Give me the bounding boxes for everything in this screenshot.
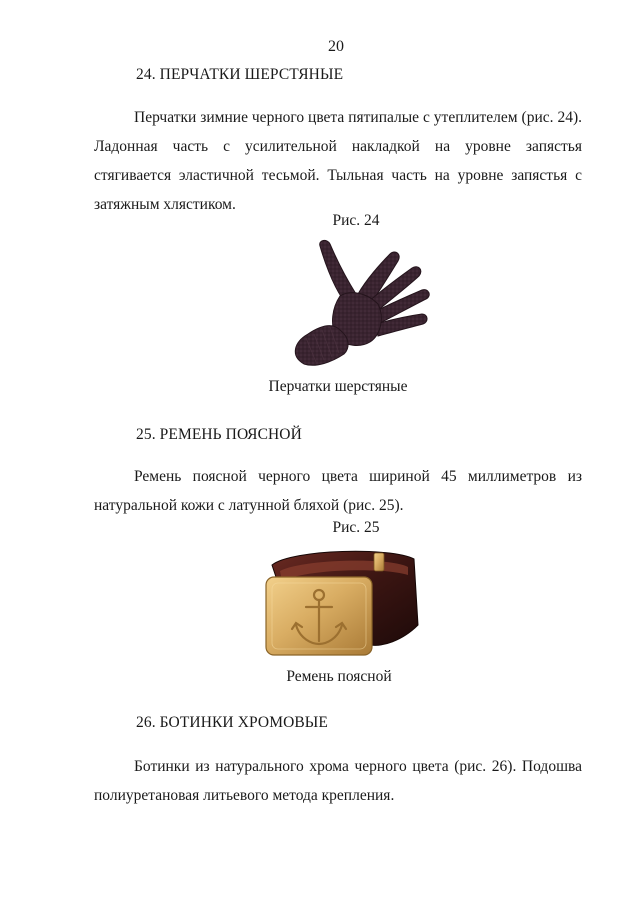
figure-25-caption: Ремень поясной (286, 668, 392, 685)
page-number: 20 (328, 38, 344, 55)
section-24-heading: 24. ПЕРЧАТКИ ШЕРСТЯНЫЕ (136, 66, 344, 83)
figure-24-caption: Перчатки шерстяные (268, 378, 408, 395)
section-26-text: Ботинки из натурального хрома черного цвета (рис. 26). Подошва полиуретановая литьевого метода крепления. (94, 758, 582, 804)
figure-25-label: Рис. 25 (332, 519, 380, 536)
section-25-heading: 25. РЕМЕНЬ ПОЯСНОЙ (136, 426, 302, 443)
section-25-text: Ремень поясной черного цвета шириной 45 миллиметров из натуральной кожи с латунной бляхой (рис. 25). (94, 468, 582, 514)
belt-with-anchor-buckle-icon (262, 545, 424, 660)
section-24-text: Перчатки зимние черного цвета пятипалые с утеплителем (рис. 24). Ладонная часть с усилительной накладкой на уровне запястья стягивается эластичной тесьмой. Тыльная часть на уровне запястья с затяжным хлястиком. (94, 109, 582, 213)
section-26-heading: 26. БОТИНКИ ХРОМОВЫЕ (136, 714, 328, 731)
figure-24-label: Рис. 24 (332, 212, 380, 229)
wool-glove-icon (280, 238, 440, 370)
